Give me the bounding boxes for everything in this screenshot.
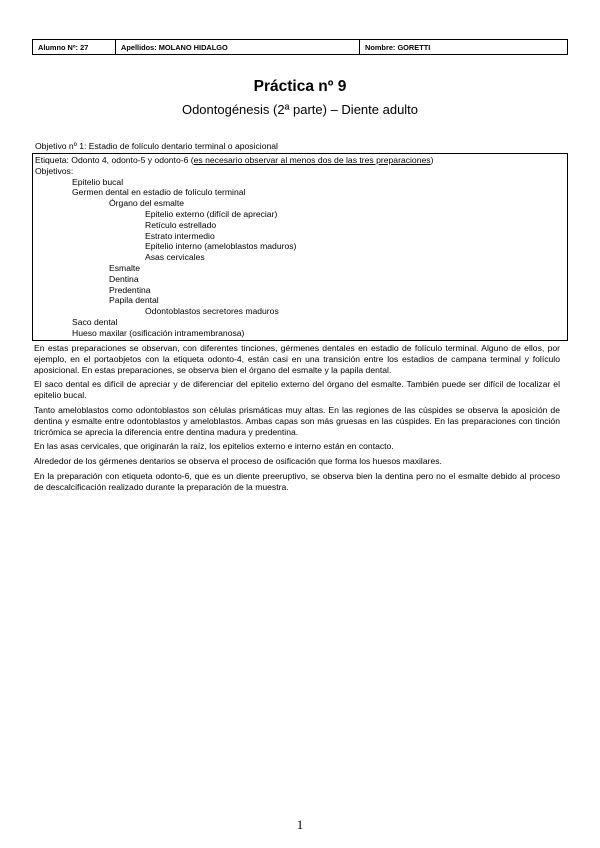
label-prefix: Etiqueta: Odonto 4, odonto-5 y odonto-6 ( bbox=[35, 155, 194, 165]
paragraph: En las asas cervicales, que originarán la raíz, los epitelios externo e interno están en contacto. bbox=[34, 441, 394, 452]
paragraph: Tanto ameloblastos como odontoblastos son células prismáticas muy altas. En las regiones de las cúspides se observa la aposición de dentina y esmalte entre odontoblastos y ameloblastos. Ambas capas son más gruesas en las cúspides. En las preparaciones con tinción tricrómica se aprecia la diferencia entre dentina madura y predentina. bbox=[34, 404, 560, 437]
page-subtitle: Odontogénesis (2ª parte) – Diente adulto bbox=[181, 102, 419, 117]
label-underlined: es necesario observar al menos dos de las tres preparaciones bbox=[193, 155, 431, 165]
paragraph: Alrededor de los gérmenes dentarios se observa el proceso de osificación que forma los huesos maxilares. bbox=[34, 456, 442, 467]
list-item: Órgano del esmalte bbox=[109, 198, 184, 209]
list-item: Germen dental en estadio de folículo terminal bbox=[72, 187, 246, 198]
body-text bbox=[34, 343, 560, 497]
list-item: Predentina bbox=[109, 284, 151, 295]
list-item: Hueso maxilar (osificación intramembranosa) bbox=[72, 327, 245, 338]
paragraph: El saco dental es difícil de apreciar y de diferenciar del epitelio externo del órgano del esmalte. También puede ser difícil de localizar el epitelio bucal. bbox=[34, 379, 560, 401]
page-title: Práctica nº 9 bbox=[253, 78, 347, 95]
list-item: Esmalte bbox=[109, 262, 141, 273]
objetivos-heading: Objetivos: bbox=[35, 165, 74, 176]
nombre-cell: Nombre: GORETTI bbox=[360, 40, 568, 55]
list-item: Epitelio bucal bbox=[72, 176, 124, 187]
list-item: Epitelio externo (difícil de apreciar) bbox=[145, 208, 278, 219]
objectives-box bbox=[32, 153, 568, 341]
list-item: Papila dental bbox=[109, 295, 159, 306]
list-item: Epitelio interno (ameloblastos maduros) bbox=[145, 241, 297, 252]
list-item: Saco dental bbox=[72, 316, 118, 327]
paragraph: En estas preparaciones se observan, con diferentes tinciones, gérmenes dentales en estadio de folículo terminal. Alguno de ellos, por ejemplo, en el portaobjetos con la etiqueta odonto-4, están casi en una transición entre los estadios de campana terminal y folículo aposicional. En estas preparaciones, se observa bien el órgano del esmalte y la papila dental. bbox=[34, 343, 560, 375]
list-item: Dentina bbox=[109, 273, 139, 284]
paragraph: En la preparación con etiqueta odonto-6, que es un diente preeruptivo, se observa bien la dentina pero no el esmalte debido al proceso de descalcificación realizado durante la preparación de la muestra. bbox=[34, 470, 560, 492]
alumno-cell: Alumno Nº: 27 bbox=[33, 40, 116, 55]
list-item: Estrato intermedio bbox=[145, 230, 215, 241]
page-number: 1 bbox=[296, 817, 304, 832]
list-item: Odontoblastos secretores maduros bbox=[145, 306, 279, 317]
student-header-table bbox=[32, 39, 568, 55]
label-suffix: ) bbox=[430, 155, 434, 165]
objective-line: Objetivo nº 1: Estadio de folículo dentario terminal o aposicional bbox=[35, 141, 278, 151]
label-line bbox=[35, 155, 567, 166]
list-item: Retículo estrellado bbox=[145, 219, 217, 230]
apellidos-cell: Apellidos: MOLANO HIDALGO bbox=[116, 40, 360, 55]
list-item: Asas cervicales bbox=[145, 252, 205, 263]
